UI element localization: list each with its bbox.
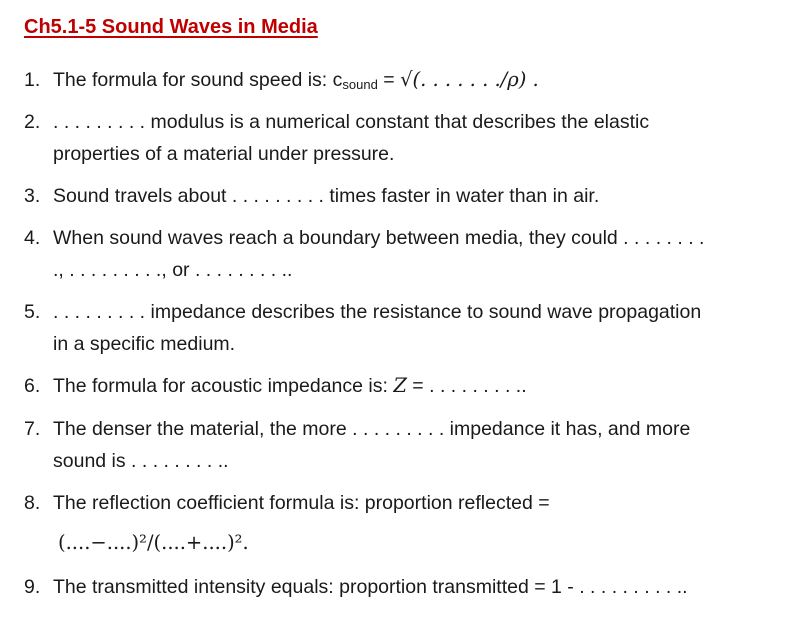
question-number: 4. bbox=[24, 227, 41, 249]
question-5 bbox=[24, 296, 701, 328]
question-9 bbox=[24, 571, 688, 603]
question-text: The reflection coefficient formula is: proportion reflected = bbox=[53, 492, 550, 514]
question-3 bbox=[24, 180, 599, 212]
question-number: 7. bbox=[24, 418, 41, 440]
question-number: 5. bbox=[24, 301, 41, 323]
question-6 bbox=[24, 370, 527, 402]
question-number: 8. bbox=[24, 492, 41, 514]
question-4-continuation: ., . . . . . . . . ., or . . . . . . . . .. bbox=[53, 259, 293, 281]
question-text: The formula for sound speed is: c bbox=[53, 69, 343, 91]
page-title: Ch5.1-5 Sound Waves in Media bbox=[24, 16, 318, 38]
question-number: 2. bbox=[24, 111, 41, 133]
question-number: 9. bbox=[24, 576, 41, 598]
math-variable: Z bbox=[393, 374, 407, 397]
question-4 bbox=[24, 222, 704, 254]
question-1 bbox=[24, 64, 539, 101]
question-text: The denser the material, the more . . . . . . . . . impedance it has, and more bbox=[53, 418, 691, 440]
question-number: 6. bbox=[24, 375, 41, 397]
question-number: 1. bbox=[24, 69, 41, 91]
question-text: The transmitted intensity equals: proportion transmitted = 1 - . . . . . . . . . .. bbox=[53, 576, 688, 598]
question-8 bbox=[24, 487, 550, 519]
question-5-continuation: in a specific medium. bbox=[53, 333, 236, 355]
question-text: . . . . . . . . . impedance describes the resistance to sound wave propagation bbox=[53, 301, 702, 323]
math-expression: √(. . . . . . ./ρ) . bbox=[400, 68, 539, 91]
equals-sign: = bbox=[377, 69, 401, 91]
question-2-continuation: properties of a material under pressure. bbox=[53, 143, 395, 165]
question-text: Sound travels about . . . . . . . . . times faster in water than in air. bbox=[53, 185, 600, 207]
question-text: The formula for acoustic impedance is: bbox=[53, 375, 394, 397]
question-8-formula: (....−....)²/(....+....)². bbox=[58, 531, 249, 554]
question-text: . . . . . . . . . modulus is a numerical constant that describes the elastic bbox=[53, 111, 650, 133]
question-7-continuation: sound is . . . . . . . . .. bbox=[53, 450, 229, 472]
question-2 bbox=[24, 106, 649, 138]
question-text: When sound waves reach a boundary between media, they could . . . . . . . . bbox=[53, 227, 705, 249]
question-blank: = . . . . . . . . .. bbox=[406, 375, 527, 397]
question-7 bbox=[24, 413, 690, 445]
subscript: sound bbox=[342, 77, 378, 92]
question-number: 3. bbox=[24, 185, 41, 207]
